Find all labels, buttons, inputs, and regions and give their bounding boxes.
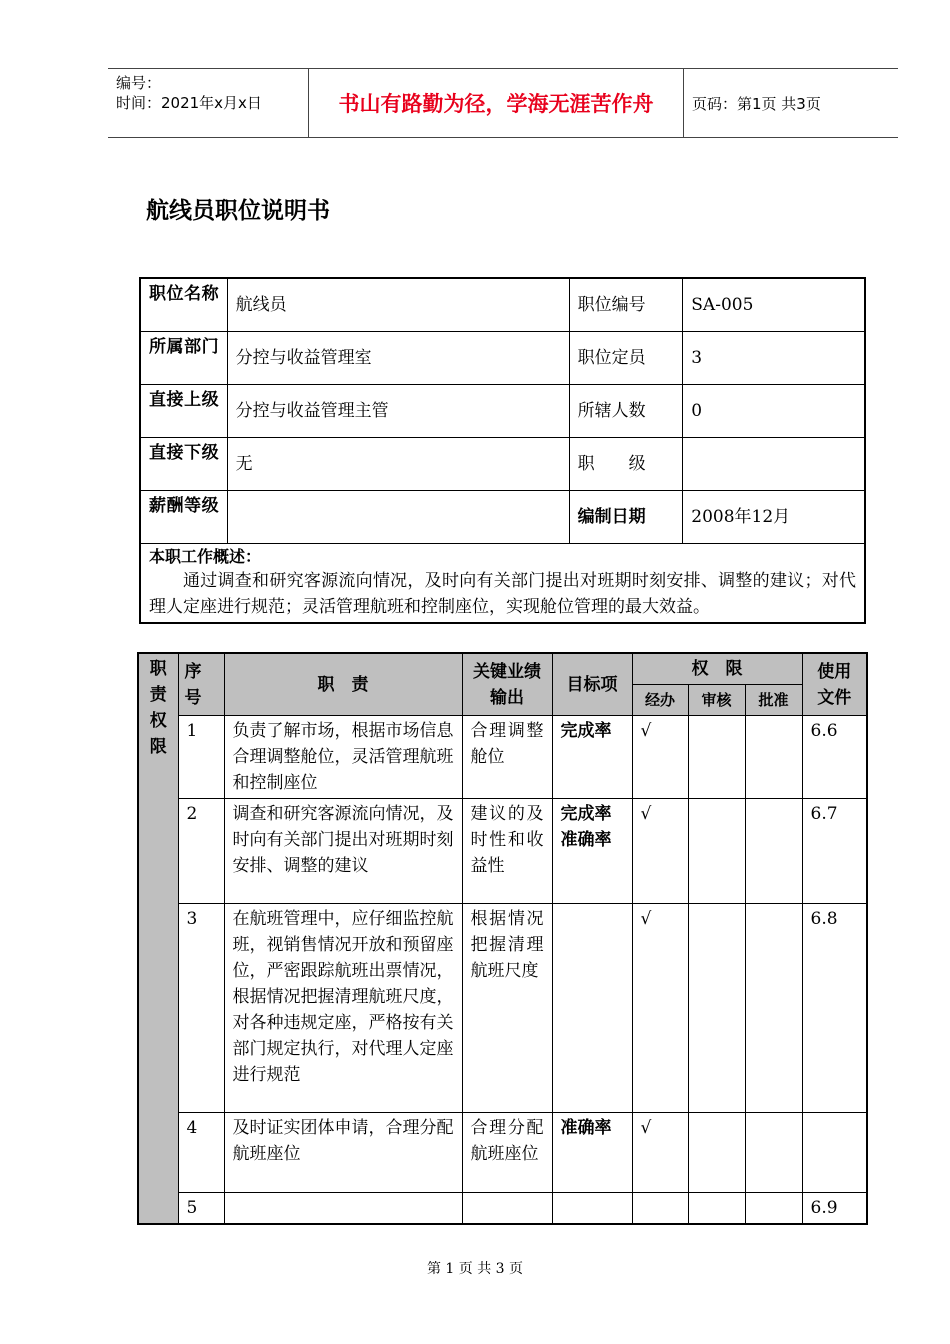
seq-header: 序号 xyxy=(178,653,224,716)
authority-header: 权 限 xyxy=(632,653,802,685)
table-row xyxy=(138,716,867,799)
review-cell xyxy=(688,1193,745,1225)
table-row xyxy=(138,1113,867,1193)
info-value-2: 3 xyxy=(683,331,865,384)
info-label: 直接上级 xyxy=(140,384,227,437)
page-title: 航线员职位说明书 xyxy=(146,198,330,224)
info-value: 分控与收益管理室 xyxy=(227,331,569,384)
section-label: 职责权限 xyxy=(138,653,178,1224)
kpi-cell: 建议的及时性和收益性 xyxy=(462,799,552,904)
seq-cell: 3 xyxy=(178,904,224,1113)
doc-cell xyxy=(802,1113,867,1193)
duty-cell: 及时证实团体申请，合理分配航班座位 xyxy=(224,1113,462,1193)
info-label: 职位名称 xyxy=(140,278,227,331)
seq-cell: 5 xyxy=(178,1193,224,1225)
header-page-label: 页码：第1页 共3页 xyxy=(692,94,821,113)
seq-cell: 1 xyxy=(178,716,224,799)
info-label-2: 职位编号 xyxy=(569,278,683,331)
handle-header: 经办 xyxy=(632,685,688,716)
approve-cell xyxy=(745,716,802,799)
handle-cell: √ xyxy=(632,1113,688,1193)
info-label: 薪酬等级 xyxy=(140,490,227,543)
review-cell xyxy=(688,1113,745,1193)
header-meta xyxy=(108,69,308,137)
duty-cell: 在航班管理中，应仔细监控航班，视销售情况开放和预留座位，严密跟踪航班出票情况，根据情况把握清理航班尺度，对各种违规定座，严格按有关部门规定执行，对代理人定座进行规范 xyxy=(224,904,462,1113)
info-label-2: 职 级 xyxy=(569,437,683,490)
info-value: 航线员 xyxy=(227,278,569,331)
page-footer: 第 1 页 共 3 页 xyxy=(426,1261,524,1277)
info-label-2: 编制日期 xyxy=(569,490,683,543)
handle-cell: √ xyxy=(632,904,688,1113)
number-label: 编号： xyxy=(116,74,162,92)
table-row xyxy=(138,799,867,904)
duty-cell: 调查和研究客源流向情况，及时向有关部门提出对班期时刻安排、调整的建议 xyxy=(224,799,462,904)
handle-cell: √ xyxy=(632,716,688,799)
doc-cell: 6.9 xyxy=(802,1193,867,1225)
info-value-2: 2008年12月 xyxy=(683,490,865,543)
info-row xyxy=(140,331,865,384)
target-cell xyxy=(552,904,632,1113)
approve-cell xyxy=(745,904,802,1113)
seq-cell: 2 xyxy=(178,799,224,904)
approve-cell xyxy=(745,1113,802,1193)
time-label: 时间：2021年x月x日 xyxy=(116,94,262,112)
handle-cell: √ xyxy=(632,799,688,904)
info-value: 分控与收益管理主管 xyxy=(227,384,569,437)
doc-cell: 6.7 xyxy=(802,799,867,904)
duty-header: 职 责 xyxy=(224,653,462,716)
info-value-2: SA-005 xyxy=(683,278,865,331)
handle-cell xyxy=(632,1193,688,1225)
target-cell: 完成率 准确率 xyxy=(552,799,632,904)
info-label-2: 所辖人数 xyxy=(569,384,683,437)
info-row xyxy=(140,437,865,490)
position-info-table xyxy=(139,277,866,624)
kpi-cell xyxy=(462,1193,552,1225)
info-label: 所属部门 xyxy=(140,331,227,384)
seq-cell: 4 xyxy=(178,1113,224,1193)
summary-cell xyxy=(140,543,865,623)
info-value-2: 0 xyxy=(683,384,865,437)
target-cell: 准确率 xyxy=(552,1113,632,1193)
info-row xyxy=(140,490,865,543)
info-row xyxy=(140,278,865,331)
info-row xyxy=(140,384,865,437)
duty-header-row xyxy=(138,653,867,685)
info-label-2: 职位定员 xyxy=(569,331,683,384)
info-label: 直接下级 xyxy=(140,437,227,490)
target-cell xyxy=(552,1193,632,1225)
duty-cell xyxy=(224,1193,462,1225)
summary-text: 通过调查和研究客源流向情况，及时向有关部门提出对班期时刻安排、调整的建议；对代理人定座进行规范；灵活管理航班和控制座位，实现舱位管理的最大效益。 xyxy=(149,570,856,617)
kpi-header: 关键业绩输出 xyxy=(462,653,552,716)
summary-title: 本职工作概述： xyxy=(149,546,262,566)
info-value-2 xyxy=(683,437,865,490)
approve-header: 批准 xyxy=(745,685,802,716)
kpi-cell: 合理调整舱位 xyxy=(462,716,552,799)
info-value: 无 xyxy=(227,437,569,490)
review-header: 审核 xyxy=(688,685,745,716)
kpi-cell: 根据情况把握清理航班尺度 xyxy=(462,904,552,1113)
kpi-cell: 合理分配航班座位 xyxy=(462,1113,552,1193)
target-header: 目标项 xyxy=(552,653,632,716)
duty-table xyxy=(137,652,868,1225)
summary-row xyxy=(140,543,865,623)
document-header xyxy=(108,68,898,138)
approve-cell xyxy=(745,799,802,904)
target-cell: 完成率 xyxy=(552,716,632,799)
doc-cell: 6.6 xyxy=(802,716,867,799)
table-row xyxy=(138,1193,867,1225)
doc-cell: 6.8 xyxy=(802,904,867,1113)
header-motto: 书山有路勤为径，学海无涯苦作舟 xyxy=(308,69,684,137)
review-cell xyxy=(688,904,745,1113)
doc-header: 使用文件 xyxy=(802,653,867,716)
info-value xyxy=(227,490,569,543)
table-row xyxy=(138,904,867,1113)
duty-cell: 负责了解市场，根据市场信息合理调整舱位，灵活管理航班和控制座位 xyxy=(224,716,462,799)
approve-cell xyxy=(745,1193,802,1225)
review-cell xyxy=(688,716,745,799)
review-cell xyxy=(688,799,745,904)
